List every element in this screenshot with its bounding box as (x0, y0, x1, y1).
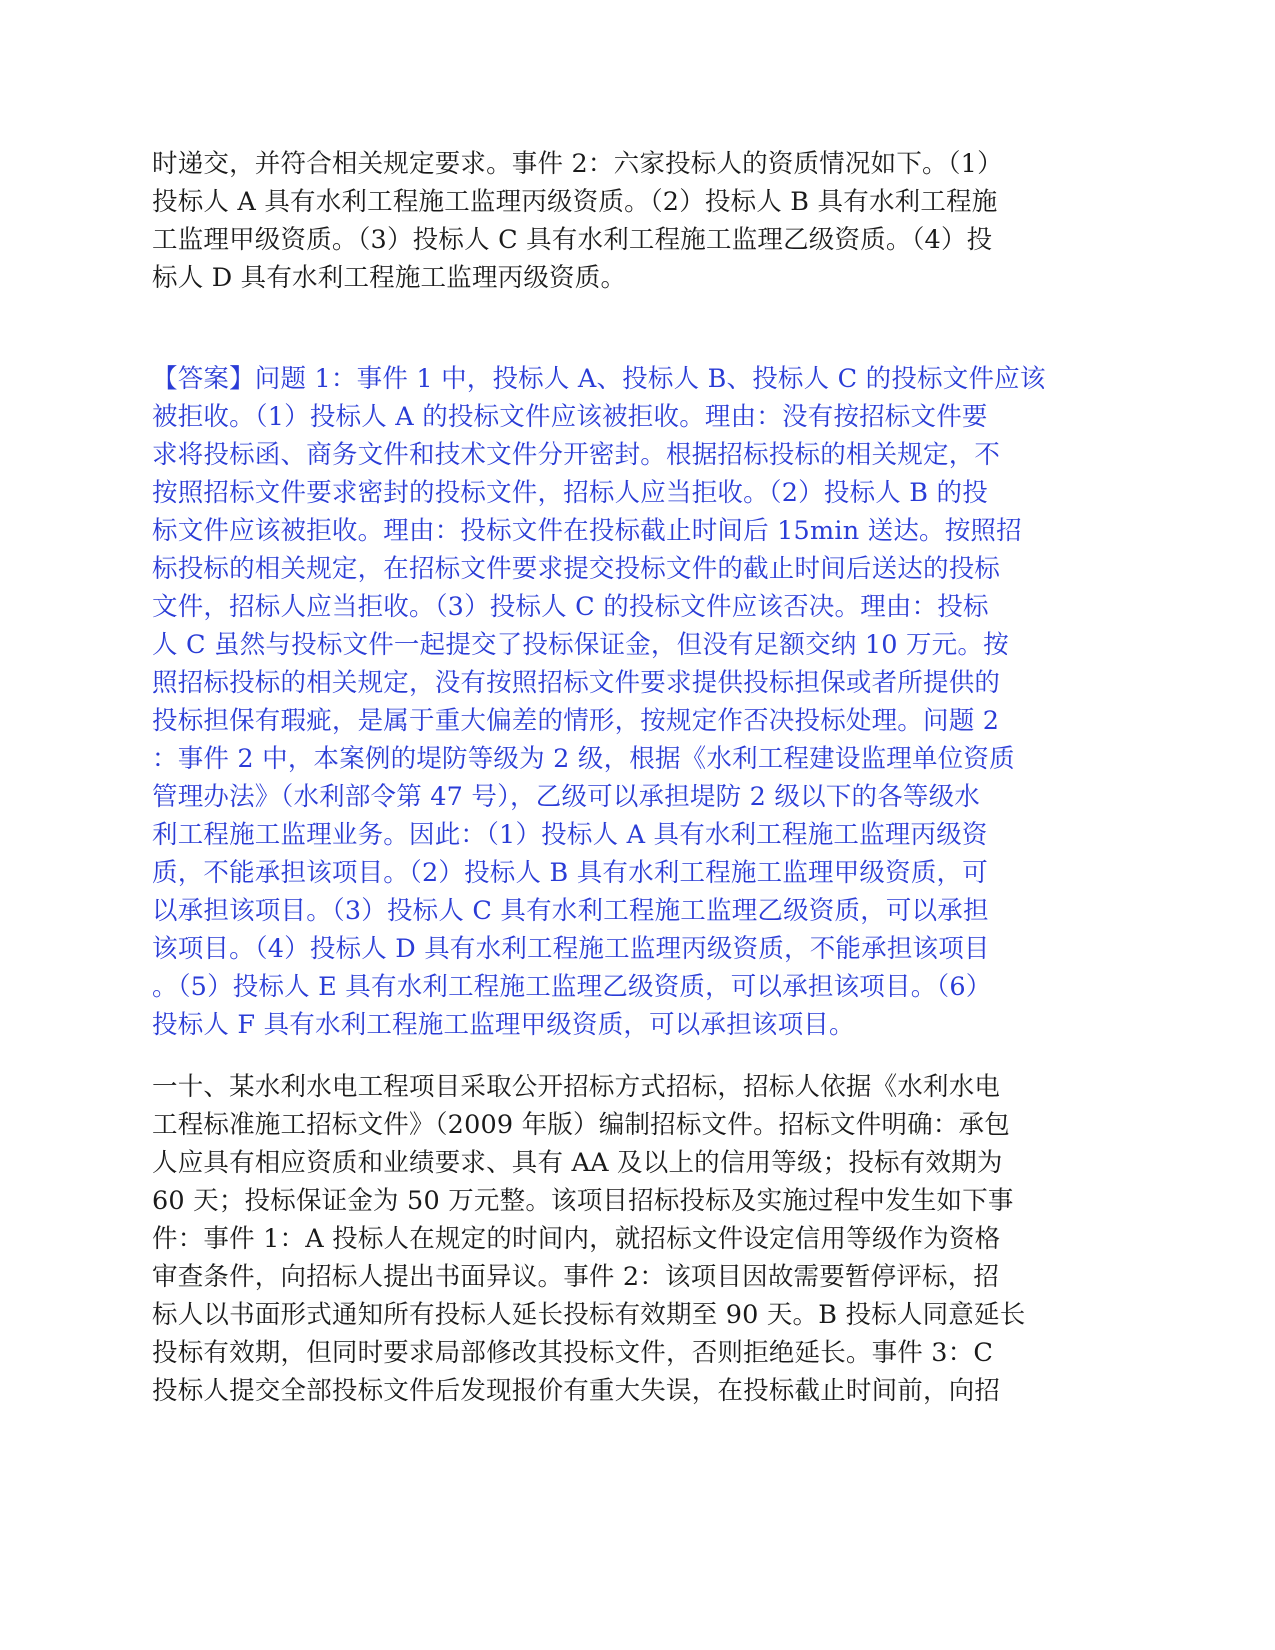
answer-text-line: 投标人 F 具有水利工程施工监理甲级资质，可以承担该项目。 (152, 1010, 855, 1040)
answer-text-line: 文件，招标人应当拒收。（3）投标人 C 的投标文件应该否决。理由：投标 (152, 592, 989, 622)
answer-text-line: 利工程施工监理业务。因此：（1）投标人 A 具有水利工程施工监理丙级资 (152, 820, 988, 850)
question-text-line: 审查条件，向招标人提出书面异议。事件 2：该项目因故需要暂停评标，招 (152, 1262, 1000, 1292)
body-text-line: 投标人 A 具有水利工程施工监理丙级资质。（2）投标人 B 具有水利工程施 (152, 187, 998, 217)
question-text-line: 件：事件 1：A 投标人在规定的时间内，就招标文件设定信用等级作为资格 (152, 1224, 1001, 1254)
body-text-line: 标人 D 具有水利工程施工监理丙级资质。 (152, 263, 627, 293)
answer-text-line: 管理办法》（水利部令第 47 号），乙级可以承担堤防 2 级以下的各等级水 (152, 782, 980, 812)
question-text-line: 60 天；投标保证金为 50 万元整。该项目招标投标及实施过程中发生如下事 (152, 1186, 1014, 1216)
answer-text-line: 以承担该项目。（3）投标人 C 具有水利工程施工监理乙级资质，可以承担 (152, 896, 989, 926)
question-text-line: 标人以书面形式通知所有投标人延长投标有效期至 90 天。B 投标人同意延长 (152, 1300, 1026, 1330)
answer-text-line: 照招标投标的相关规定，没有按照招标文件要求提供投标担保或者所提供的 (152, 668, 1001, 698)
question-text-line: 工程标准施工招标文件》（2009 年版）编制招标文件。招标文件明确：承包 (152, 1110, 1010, 1140)
answer-text-line: 求将投标函、商务文件和技术文件分开密封。根据招标投标的相关规定，不 (152, 440, 1001, 470)
body-text-line: 时递交，并符合相关规定要求。事件 2：六家投标人的资质情况如下。（1） (152, 149, 1003, 179)
question-text-line: 投标有效期，但同时要求局部修改其投标文件，否则拒绝延长。事件 3：C (152, 1338, 994, 1368)
question-text-line: 一十、某水利水电工程项目采取公开招标方式招标，招标人依据《水利水电 (152, 1072, 1001, 1102)
answer-text-line: 投标担保有瑕疵，是属于重大偏差的情形，按规定作否决投标处理。问题 2 (152, 706, 1000, 736)
answer-text-line: ：事件 2 中，本案例的堤防等级为 2 级，根据《水利工程建设监理单位资质 (152, 744, 1015, 774)
body-text-line: 工监理甲级资质。（3）投标人 C 具有水利工程施工监理乙级资质。（4）投 (152, 225, 993, 255)
answer-text-line: 标投标的相关规定，在招标文件要求提交投标文件的截止时间后送达的投标 (152, 554, 1001, 584)
answer-text-line: 被拒收。（1）投标人 A 的投标文件应该被拒收。理由：没有按招标文件要 (152, 402, 988, 432)
answer-text-line: 按照招标文件要求密封的投标文件，招标人应当拒收。（2）投标人 B 的投 (152, 478, 988, 508)
answer-text-line: 标文件应该被拒收。理由：投标文件在投标截止时间后 15min 送达。按照招 (152, 516, 1022, 546)
answer-text-line: 该项目。（4）投标人 D 具有水利工程施工监理丙级资质，不能承担该项目 (152, 934, 990, 964)
question-text-line: 人应具有相应资质和业绩要求、具有 AA 及以上的信用等级；投标有效期为 (152, 1148, 1003, 1178)
question-text-line: 投标人提交全部投标文件后发现报价有重大失误，在投标截止时间前，向招 (152, 1376, 1001, 1406)
answer-text-line: 【答案】问题 1：事件 1 中，投标人 A、投标人 B、投标人 C 的投标文件应该 (152, 364, 1046, 394)
answer-text-line: 。（5）投标人 E 具有水利工程施工监理乙级资质，可以承担该项目。（6） (152, 972, 992, 1002)
answer-text-line: 人 C 虽然与投标文件一起提交了投标保证金，但没有足额交纳 10 万元。按 (152, 630, 1009, 660)
answer-text-line: 质，不能承担该项目。（2）投标人 B 具有水利工程施工监理甲级资质，可 (152, 858, 988, 888)
